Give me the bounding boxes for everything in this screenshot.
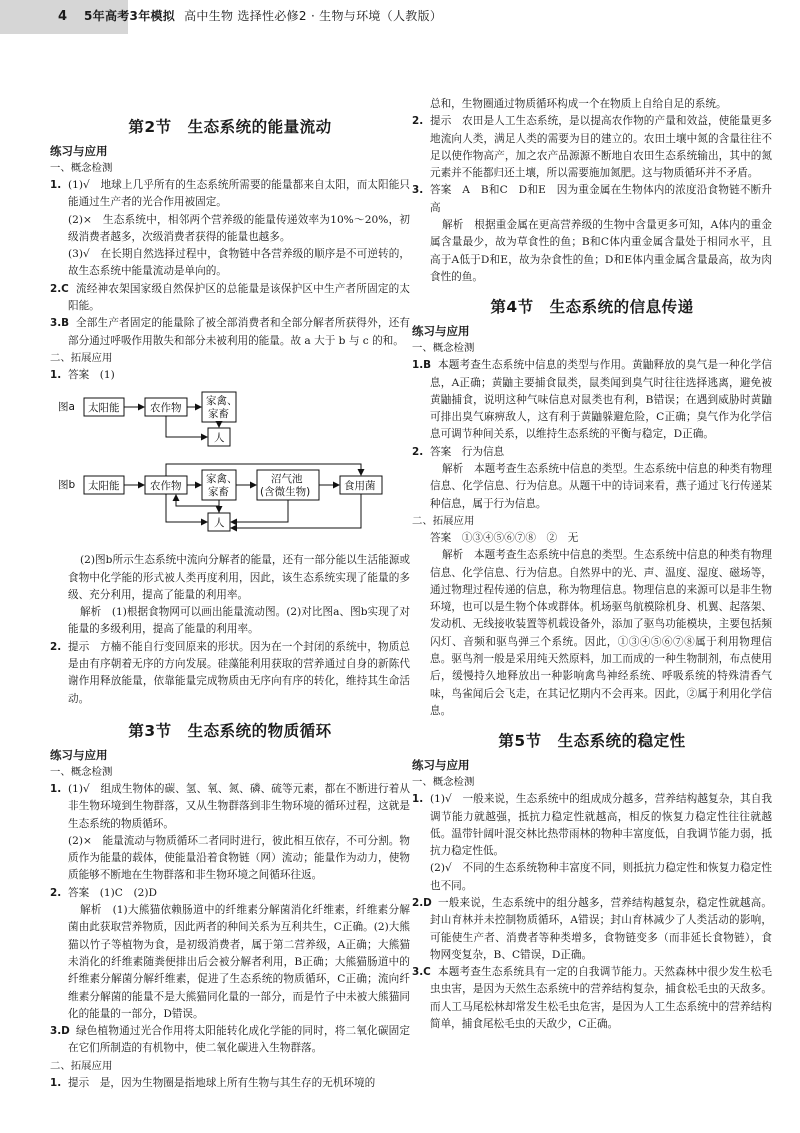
question-item [412,964,772,1033]
explanation-text: 解析 根据重金属在更高营养级的生物中含量更多可知，A体内的重金属含量最少，故为草食性的鱼；B和C体内重金属含量处于相同水平，且高于A低于D和E，故为杂食性的鱼；D和E体内重金属含量最高，故为肉食性的鱼。 [430,219,772,283]
question-number: 1.B [412,359,432,372]
answer-text: (1)√ 组成生物体的碳、氢、氧、氮、磷、硫等元素，都在不断进行着从非生物环境到生物群落，又从生物群落到非生物环境的循环过程，这就是生态系统的物质循环。 [68,782,410,830]
fig-a-human: 人 [214,432,225,445]
fig-a-label: 图a [58,401,75,414]
fig-b-pool-2: (含微生物) [260,486,311,499]
section-title-3: 第3节 生态系统的物质循环 [128,721,332,740]
answer-text: (2)图b所示生态系统中流向分解者的能量，还有一部分能以生活能源或食物中化学能的形式被人类再度利用，因此，该生态系统实现了能量的多级、充分利用，提高了能量的利用率。 [68,554,410,601]
question-item [50,1075,410,1092]
question-number: 3. [412,184,424,197]
section-title-5: 第5节 生态系统的稳定性 [498,732,686,751]
fig-b-crop: 农作物 [150,480,182,493]
header-series: 5年高考3年模拟 [84,9,176,23]
question-item [50,367,410,384]
answer-text: 本题考查生态系统具有一定的自我调节能力。天然森林中很少发生松毛虫虫害，是因为天然生态系统中的营养结构复杂，捕食松毛虫的天敌多。而人工马尾松林却常发生松毛虫危害，是因为人工生态系统中的营养结构简单，捕食尾松毛虫的天敌少，C正确。 [430,966,772,1031]
part-heading: 二、拓展应用 [50,351,113,364]
answer-text: 提示 是，因为生物圈是指地球上所有生物与其生存的无机环境的 [68,1076,376,1089]
question-item [50,281,410,316]
question-number: 3.C [412,966,431,979]
fig-a-crop: 农作物 [150,402,182,415]
answer-text: 提示 农田是人工生态系统，是以提高农作物的产量和效益，使能量更多地流向人类，满足人类的需要为目的建立的。农田土壤中氮的含量往往不足以使作物高产，加之农产品源源不断地自农田生态系统输出，其中的氮元素并不能都归还土壤，所以需要施加氮肥。这与物质循环并不矛盾。 [430,115,772,180]
fig-b-arrow [166,494,207,522]
answer-text: (2)× 生态系统中，相邻两个营养级的能量传递效率为10%～20%，初级消费者越多，次级消费者获得的能量也越多。 [68,213,410,243]
question-item [412,113,772,182]
fig-a-poultry-2: 家畜 [208,408,229,421]
fig-b-label: 图b [58,479,76,492]
fig-b-poultry-1: 家禽、 [206,473,238,486]
page-header [0,0,800,34]
left-column [50,110,410,1092]
section-title-2: 第2节 生态系统的能量流动 [128,118,332,136]
question-number: 2. [50,640,62,653]
energy-flow-diagram [58,388,408,548]
practice-heading: 练习与应用 [50,144,108,158]
explanation-text: 解析 本题考查生态系统中信息的类型。生态系统中信息的种类有物理信息、化学信息、行为信息。从题干中的诗词来看，燕子通过飞行传递某种信息，属于行为信息。 [430,463,772,510]
section-title-4: 第4节 生态系统的信息传递 [490,298,694,317]
question-number: 3.D [50,1025,70,1038]
header-subtitle: 高中生物 选择性必修2 · 生物与环境（人教版） [184,9,443,23]
question-number: 2.D [412,896,432,909]
fig-b-arrow [231,500,288,522]
header-title [84,8,442,25]
answer-text: 本题考查生态系统中信息的类型与作用。黄鼬释放的臭气是一种化学信息，A正确；黄鼬主要捕食鼠类，鼠类闻到臭气时往往选择逃离，避免被黄鼬捕食，说明这种气味信息对鼠类也有利，B错误；在遇到威胁时黄鼬可排出臭气麻痹敌人，这有利于黄鼬躲避危险，C正确；臭气作为化学信息可调节种间关系，以维持生态系统的平衡与稳定，D正确。 [430,359,772,441]
answer-text: 一般来说，生态系统中的组分越多，营养结构越复杂，稳定性就越高。封山育林并未控制物质循环，A错误；封山育林减少了人类活动的影响，可能使生产者、消费者等种类增多，食物链变多（而非延长食物链），食物网变复杂，B、C错误，D正确。 [430,896,772,961]
practice-heading: 练习与应用 [412,758,470,773]
fig-a-sun: 太阳能 [88,402,120,415]
answer-text: (1)√ 地球上几乎所有的生态系统所需要的能量都来自太阳，而太阳能只能通过生产者的光合作用被固定。 [68,179,410,209]
question-number: 2. [412,115,424,128]
question-item [50,639,410,708]
fig-b-sun: 太阳能 [88,480,120,493]
question-item [50,1023,410,1058]
answer-text: 绿色植物通过光合作用将太阳能转化成化学能的同时，将二氧化碳固定在它们所制造的有机物中，使二氧化碳进入生物群落。 [68,1025,410,1055]
question-item [50,885,410,902]
answer-text: (2)× 能量流动与物质循环二者同时进行，彼此相互依存，不可分割。物质作为能量的载体，使能量沿着食物链（网）流动；能量作为动力，使物质能够不断地在生物群落和非生物环境之间循环往返。 [68,834,410,882]
question-number: 1. [50,1076,62,1089]
question-item [412,791,772,860]
question-item [412,895,772,964]
explanation-text: 解析 (1)大熊猫依赖肠道中的纤维素分解菌消化纤维素，纤维素分解菌由此获取营养物质，因此两者的种间关系为互利共生，C正确。(2)大熊猫以竹子等植物为食，是初级消费者，属于第二营养级，A正确；大熊猫未消化的纤维素随粪便排出后会被分解者利用，B正确；大熊猫肠道中的纤维素分解菌分解纤维素，促进了生态系统的物质循环，C正确；流向纤维素分解菌的能量不是大熊猫同化量的一部分，而是竹子中未被大熊猫同化的能量的一部分，D错误。 [68,904,410,1020]
part-heading: 一、概念检测 [50,162,113,174]
answer-text: 总和，生物圈通过物质循环构成一个在物质上自给自足的系统。 [430,98,727,110]
question-number: 1. [50,368,62,381]
practice-heading: 练习与应用 [412,324,470,339]
answer-text: 答案 ①③④⑤⑥⑦⑧ ② 无 [430,531,579,544]
answer-text: 流经神农架国家级自然保护区的总能量是该保护区中生产者所固定的太阳能。 [68,282,410,313]
question-item [50,781,410,833]
answer-text: 全部生产者固定的能量除了被全部消费者和全部分解者所获得外，还有部分通过呼吸作用散失和部分未被利用的能量。故 a 大于 b 与 c 的和。 [68,317,410,347]
question-item [50,177,410,212]
explanation-text: 解析 本题考查生态系统中信息的类型。生态系统中信息的种类有物理信息、化学信息、行为信息。自然界中的光、声、温度、湿度、磁场等，通过物理过程传递的信息，称为物理信息。物理信息的来源可以是非生物环境，也可以是生物个体或群体。机场驱鸟航模除机身、机翼、起落架、发动机、无线接收装置等机载设备外，添加了驱鸟功能模块，主要包括频闪灯、音频和驱鸟弹三个系统。因此，①③④⑤⑥⑦⑧属于利用物理信息。驱鸟剂一般是采用纯天然原料，加工而成的一种生物制剂，布点使用后，缓慢持久地释放出一种影响禽鸟神经系统、呼吸系统的特殊清香气味，鸟雀闻后会飞走，在其记忆期内不会再来。因此，②属于利用化学信息。 [430,549,772,717]
question-item [50,315,410,350]
answer-text: 答案 (1) [68,368,115,381]
fig-a-poultry-1: 家禽、 [206,395,238,408]
fig-a-arrow [166,416,207,437]
answer-text: (1)√ 一般来说，生态系统中的组成成分越多，营养结构越复杂，其自我调节能力就越强，抵抗力稳定性就越高，相反的恢复力稳定性往往就越低。温带针阔叶混交林比热带雨林的物种丰富度低，自我调节能力弱，抵抗力稳定性低。 [430,793,772,858]
part-heading: 一、概念检测 [50,765,113,778]
question-item [412,444,772,461]
answer-text: (3)√ 在长期自然选择过程中，食物链中各营养级的顺序是不可逆转的，故生态系统中能量流动是单向的。 [68,248,410,278]
part-heading: 一、概念检测 [412,342,475,355]
answer-text: (2)√ 不同的生态系统物种丰富度不同，则抵抗力稳定性和恢复力稳定性也不同。 [430,862,772,892]
answer-text: 答案 (1)C (2)D [68,886,157,899]
fig-b-fungus: 食用菌 [344,480,376,493]
answer-text: 提示 方楠不能自行变回原来的形状。因为在一个封闭的系统中，物质总是由有序朝着无序的方向发展。硅藻能利用获取的营养通过自身的新陈代谢作用释放能量，依靠能量完成物质由无序向有序的转化，维持其生命活动。 [68,640,410,705]
fig-b-poultry-2: 家畜 [208,486,229,499]
part-heading: 二、拓展应用 [50,1059,113,1072]
explanation-text: 解析 (1)根据食物网可以画出能量流动图。(2)对比图a、图b实现了对能量的多级利用，提高了能量的利用率。 [68,606,410,636]
fig-b-pool-1: 沼气池 [271,473,303,486]
fig-b-arrow [231,494,361,528]
question-number: 1. [50,179,62,191]
part-heading: 一、概念检测 [412,776,475,789]
part-heading: 二、拓展应用 [412,514,475,527]
question-number: 2. [50,886,62,899]
question-item [412,182,772,217]
energy-flow-figure [58,388,410,548]
fig-b-human: 人 [214,517,225,530]
page-number: 4 [58,9,68,24]
question-number: 1. [50,782,62,795]
practice-heading: 练习与应用 [50,747,108,762]
answer-text: 答案 A B和C D和E 因为重金属在生物体内的浓度沿食物链不断升高 [430,184,772,214]
question-item [412,357,772,443]
question-number: 2. [412,445,424,458]
answer-text: 答案 行为信息 [430,445,505,458]
question-number: 1. [412,793,424,806]
right-column [412,96,772,1033]
question-number: 2.C [50,282,69,295]
question-number: 3.B [50,317,70,330]
